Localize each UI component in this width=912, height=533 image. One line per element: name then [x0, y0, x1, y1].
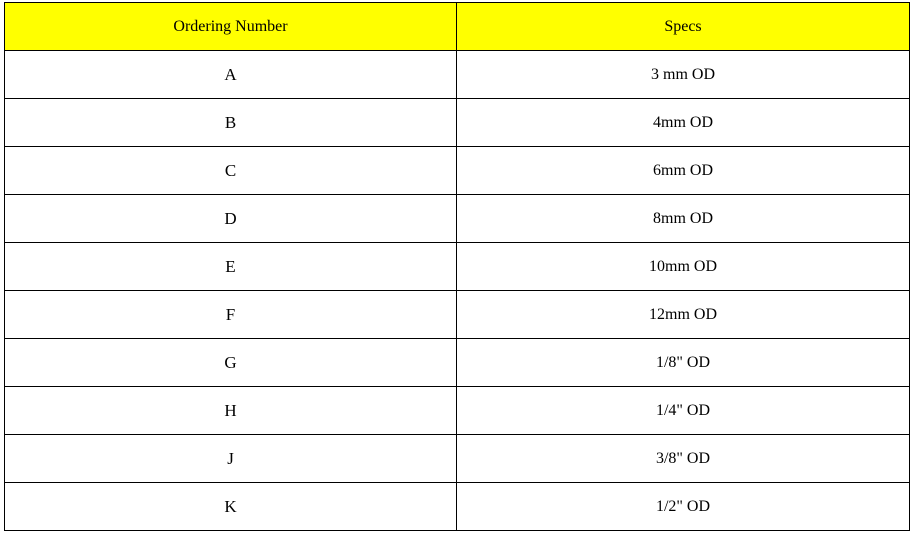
ordering-number-cell: A: [5, 51, 457, 99]
header-row: [5, 3, 910, 51]
spec-cell: 1/4" OD: [457, 387, 910, 435]
table-row: [5, 435, 910, 483]
spec-cell: 4mm OD: [457, 99, 910, 147]
table-row: [5, 195, 910, 243]
ordering-spec-table: [4, 2, 910, 531]
ordering-number-cell: F: [5, 291, 457, 339]
ordering-number-cell: C: [5, 147, 457, 195]
ordering-number-cell: G: [5, 339, 457, 387]
column-header-ordering-number: Ordering Number: [5, 3, 457, 51]
table-row: [5, 387, 910, 435]
ordering-number-cell: K: [5, 483, 457, 531]
spec-cell: 3 mm OD: [457, 51, 910, 99]
ordering-number-cell: E: [5, 243, 457, 291]
table-body: [5, 51, 910, 531]
ordering-number-cell: B: [5, 99, 457, 147]
ordering-number-cell: H: [5, 387, 457, 435]
ordering-number-cell: D: [5, 195, 457, 243]
spec-cell: 10mm OD: [457, 243, 910, 291]
table-row: [5, 99, 910, 147]
spec-cell: 6mm OD: [457, 147, 910, 195]
table-row: [5, 51, 910, 99]
ordering-number-cell: J: [5, 435, 457, 483]
spec-cell: 1/8" OD: [457, 339, 910, 387]
table-header: [5, 3, 910, 51]
table-row: [5, 243, 910, 291]
spec-cell: 3/8" OD: [457, 435, 910, 483]
spec-cell: 8mm OD: [457, 195, 910, 243]
table-row: [5, 291, 910, 339]
table-row: [5, 483, 910, 531]
spec-cell: 1/2" OD: [457, 483, 910, 531]
spec-cell: 12mm OD: [457, 291, 910, 339]
table-row: [5, 339, 910, 387]
table-row: [5, 147, 910, 195]
column-header-specs: Specs: [457, 3, 910, 51]
